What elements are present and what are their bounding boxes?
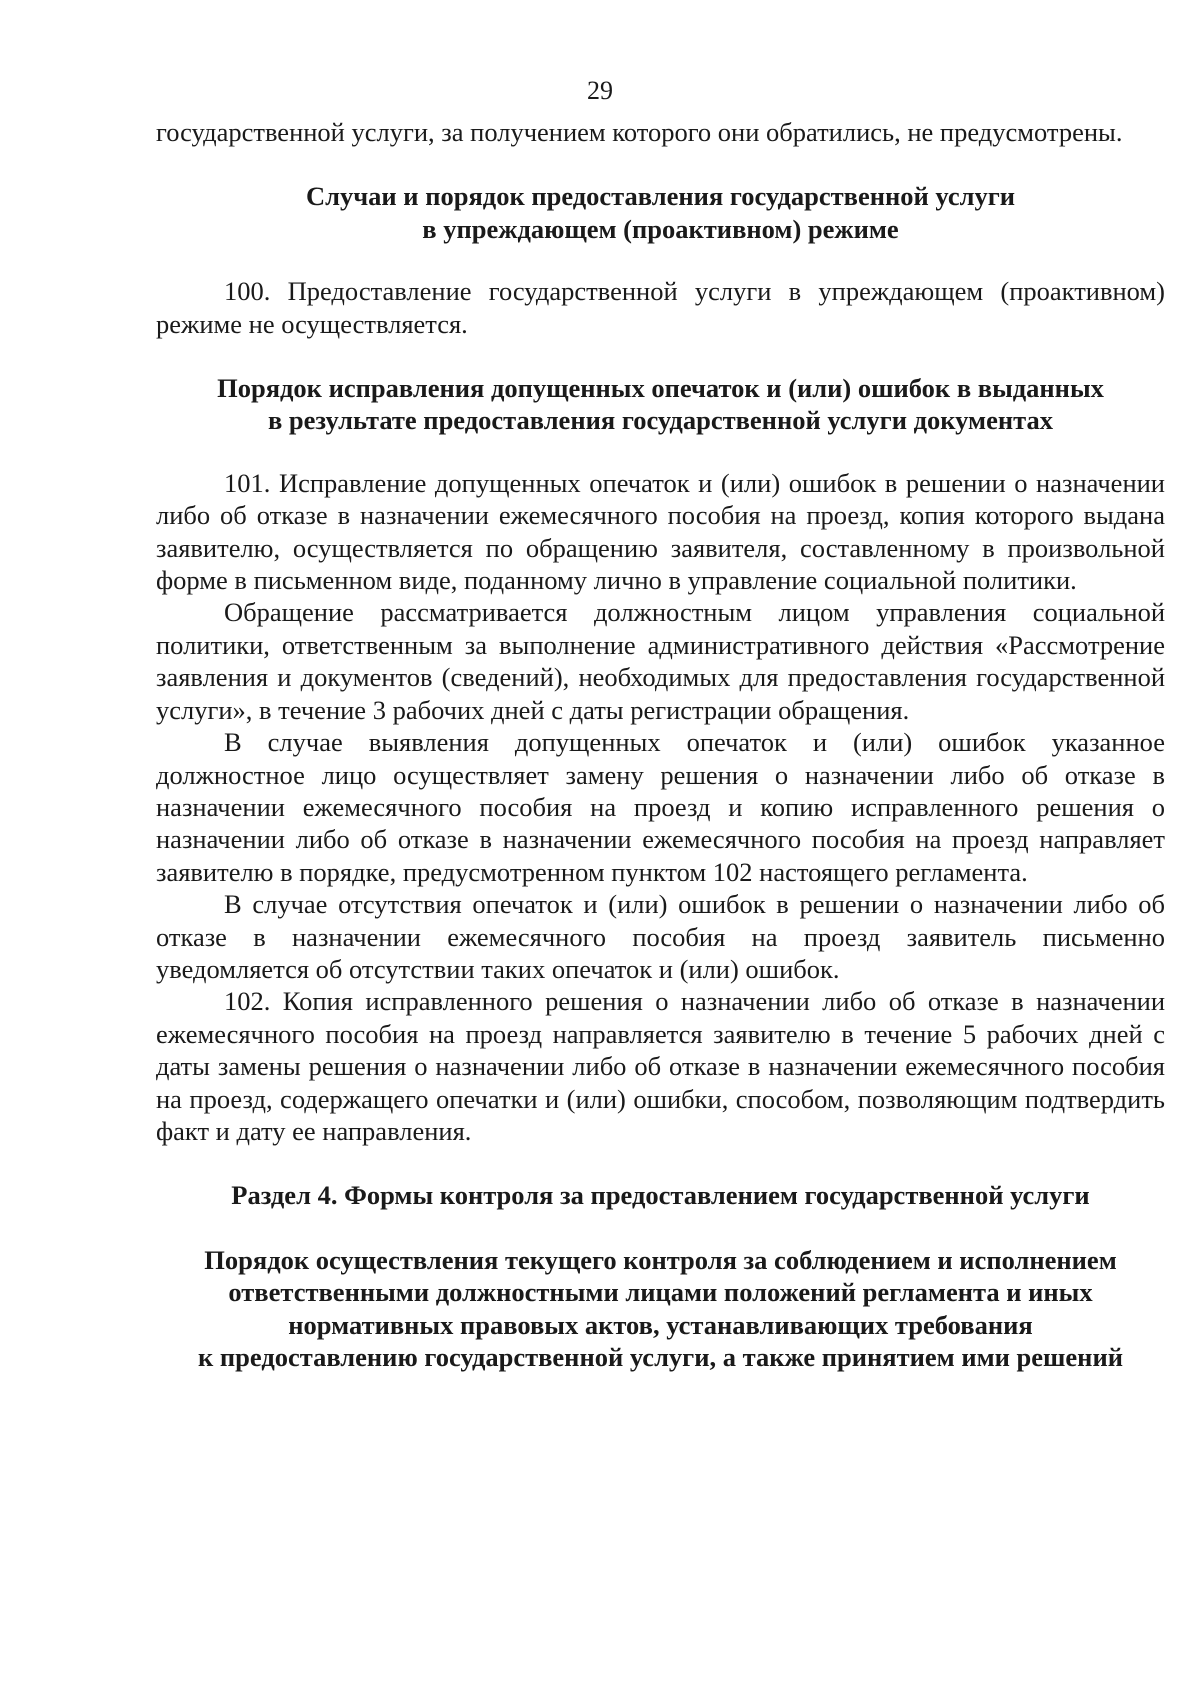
heading-line: в результате предоставления государственной услуги документах [268,405,1053,436]
paragraph-101-no-errors: В случае отсутствия опечаток и (или) ошибок в решении о назначении либо об отказе в назначении ежемесячного пособия на проезд заявитель письменно уведомляется об отсутствии таких опечаток и (или) ошибок. [156,889,1165,984]
section-heading-current-control [156,1244,1165,1374]
paragraph-102: 102. Копия исправленного решения о назначении либо об отказе в назначении ежемесячного пособия на проезд направляется заявителю в течение 5 рабочих дней с даты замены решения о назначении либо об отказе в назначении ежемесячного пособия на проезд, содержащего опечатки и (или) ошибки, способом, позволяющим подтвердить факт и дату ее направления. [156,986,1165,1146]
heading-line: ответственными должностными лицами положений регламента и иных [228,1277,1093,1308]
heading-line: к предоставлению государственной услуги, а также принятием ими решений [198,1342,1123,1372]
heading-line: Порядок исправления допущенных опечаток и (или) ошибок в выданных [217,373,1104,404]
heading-line: в упреждающем (проактивном) режиме [422,213,899,244]
paragraph-continuation: государственной услуги, за получением которого они обратились, не предусмотрены. [156,117,1123,147]
heading-line: Случаи и порядок предоставления государственной услуги [305,181,1016,212]
paragraph-100: 100. Предоставление государственной услуги в упреждающем (проактивном) режиме не осуществляется. [156,276,1165,339]
section-heading-proactive [156,180,1165,245]
heading-line: нормативных правовых актов, устанавливающих требования [288,1309,1033,1340]
section-heading-corrections [156,372,1165,437]
section-4-heading: Раздел 4. Формы контроля за предоставлением государственной услуги [231,1180,1090,1211]
paragraph-101-errors-found: В случае выявления допущенных опечаток и (или) ошибок указанное должностное лицо осуществляет замену решения о назначении либо об отказе в назначении ежемесячного пособия на проезд и копию исправленного решения о назначении либо об отказе в назначении ежемесячного пособия на проезд направляет заявителю в порядке, предусмотренном пунктом 102 настоящего регламента. [156,727,1165,887]
paragraph-101-review: Обращение рассматривается должностным лицом управления социальной политики, ответственным за выполнение административного действия «Рассмотрение заявления и документов (сведений), необходимых для предоставления государственной услуги», в течение 3 рабочих дней с даты регистрации обращения. [156,597,1165,725]
page-number: 29 [587,76,613,105]
document-body [156,116,1165,1373]
heading-line: Порядок осуществления текущего контроля за соблюдением и исполнением [204,1244,1117,1275]
paragraph-101: 101. Исправление допущенных опечаток и (или) ошибок в решении о назначении либо об отказе в назначении ежемесячного пособия на проезд, копия которого выдана заявителю, осуществляется по обращению заявителя, составленному в произвольной форме в письменном виде, поданному лично в управление социальной политики. [156,467,1165,596]
